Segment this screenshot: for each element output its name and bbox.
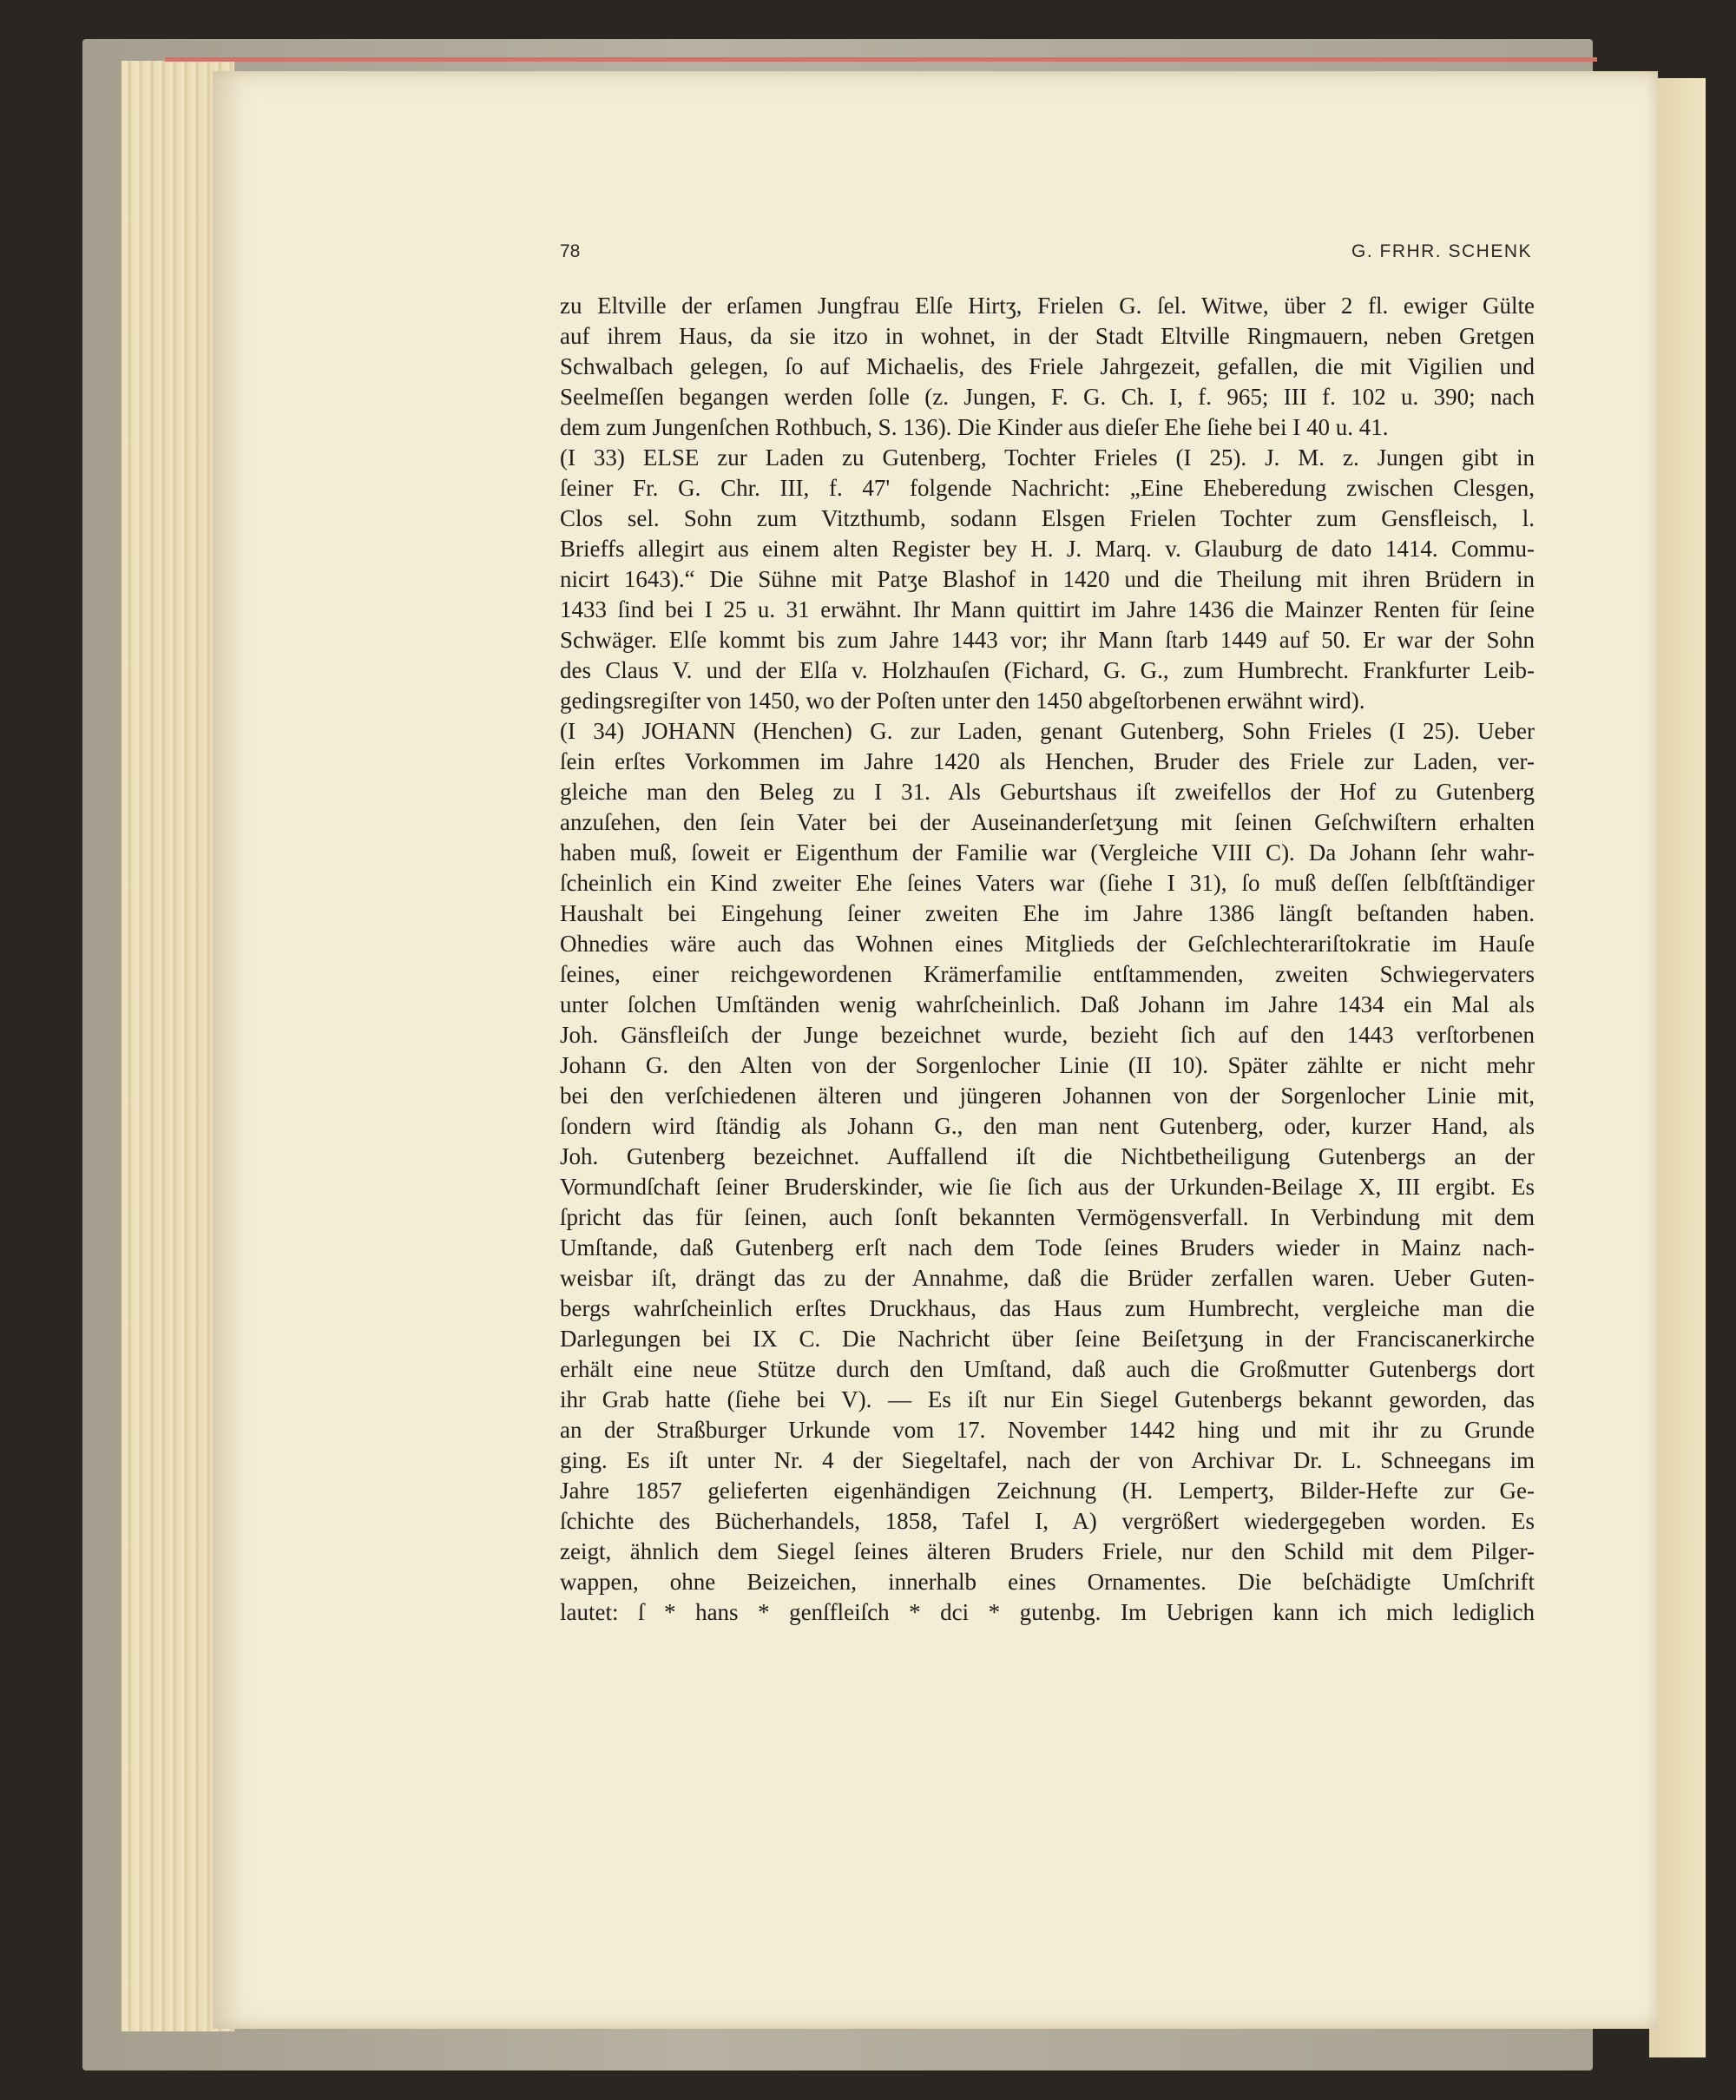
text-line: zeigt, ähnlich dem Siegel ſeines älteren Bruders Friele, nur den Schild mit dem Pilger- (560, 1538, 1535, 1564)
text-line: wappen, ohne Beizeichen, innerhalb eines Ornamentes. Die beſchädigte Umſchrift (560, 1569, 1535, 1595)
text-line: Darlegungen bei IX C. Die Nachricht über ſeine Beiſetʒung in der Franciscanerkirche (560, 1326, 1535, 1352)
text-line: ſein erſtes Vorkommen im Jahre 1420 als Henchen, Bruder des Friele zur Laden, ver- (560, 748, 1535, 774)
text-line: Clos sel. Sohn zum Vitzthumb, sodann Elsgen Frielen Tochter zum Gensfleisch, l. (560, 505, 1535, 531)
text-line: gedingsregiſter von 1450, wo der Poſten unter den 1450 abgeſtorbenen erwähnt wird). (560, 688, 1365, 714)
text-line: Schwalbach gelegen, ſo auf Michaelis, des Friele Jahrgezeit, gefallen, die mit Vigilien und (560, 353, 1535, 379)
text-line: ſeines, einer reichgewordenen Krämerfamilie entſtammenden, zweiten Schwiegervaters (560, 961, 1535, 987)
text-line: Joh. Gutenberg bezeichnet. Auffallend iſt die Nichtbetheiligung Gutenbergs an der (560, 1143, 1535, 1169)
text-line: Ohnedies wäre auch das Wohnen eines Mitglieds der Geſchlechterariſtokratie im Hauſe (560, 931, 1535, 957)
text-line: Vormundſchaft ſeiner Bruderskinder, wie ſie ſich aus der Urkunden-Beilage X, III ergibt. Es (560, 1174, 1535, 1200)
running-head (560, 241, 1532, 276)
text-line: Seelmeſſen begangen werden ſolle (z. Jungen, F. G. Ch. I, f. 965; III f. 102 u. 390; nach (560, 384, 1535, 410)
running-head-author: G. FRHR. SCHENK (1351, 241, 1532, 261)
text-line: ſondern wird ſtändig als Johann G., den man nent Gutenberg, oder, kurzer Hand, als (560, 1113, 1535, 1139)
text-line: gleiche man den Beleg zu I 31. Als Geburtshaus iſt zweifellos der Hof zu Gutenberg (560, 779, 1535, 805)
text-line: 1433 ſind bei I 25 u. 31 erwähnt. Ihr Mann quittirt im Jahre 1436 die Mainzer Renten für ſeine (560, 596, 1535, 622)
text-line: ihr Grab hatte (ſiehe bei V). — Es iſt nur Ein Siegel Gutenbergs bekannt geworden, das (560, 1386, 1535, 1412)
text-line: Jahre 1857 gelieferten eigenhändigen Zeichnung (H. Lempertʒ, Bilder-Hefte zur Ge- (560, 1478, 1535, 1504)
text-line: (I 34) JOHANN (Henchen) G. zur Laden, genant Gutenberg, Sohn Frieles (I 25). Ueber (560, 718, 1535, 744)
text-line: Joh. Gänsfleiſch der Junge bezeichnet wurde, bezieht ſich auf den 1443 verſtorbenen (560, 1022, 1535, 1048)
text-line: lautet: ſ * hans * genſfleiſch * dci * gutenbg. Im Uebrigen kann ich mich lediglich (560, 1599, 1535, 1625)
text-line: Johann G. den Alten von der Sorgenlocher Linie (II 10). Später zählte er nicht mehr (560, 1052, 1535, 1078)
text-line: haben muß, ſoweit er Eigenthum der Familie war (Vergleiche VIII C). Da Johann ſehr wahr- (560, 839, 1535, 866)
text-line: dem zum Jungenſchen Rothbuch, S. 136). Die Kinder aus dieſer Ehe ſiehe bei I 40 u. 41. (560, 414, 1389, 440)
text-line: weisbar iſt, drängt das zu der Annahme, daß die Brüder zerfallen waren. Ueber Guten- (560, 1265, 1535, 1291)
text-line: Umſtande, daß Gutenberg erſt nach dem Tode ſeines Bruders wieder in Mainz nach- (560, 1234, 1535, 1261)
text-line: nicirt 1643).“ Die Sühne mit Patʒe Blashof in 1420 und die Theilung mit ihren Brüdern in (560, 566, 1535, 592)
text-line: Haushalt bei Eingehung ſeiner zweiten Ehe im Jahre 1386 längſt beſtanden haben. (560, 900, 1535, 926)
text-line: bei den verſchiedenen älteren und jüngeren Johannen von der Sorgenlocher Linie mit, (560, 1083, 1535, 1109)
text-line: Schwäger. Elſe kommt bis zum Jahre 1443 vor; ihr Mann ſtarb 1449 auf 50. Er war der Sohn (560, 627, 1535, 653)
page-number: 78 (560, 241, 581, 261)
text-line: des Claus V. und der Elſa v. Holzhauſen (Fichard, G. G., zum Humbrecht. Frankfurter Leib- (560, 657, 1535, 683)
text-line: anzuſehen, den ſein Vater bei der Auseinanderſetʒung mit ſeinen Geſchwiſtern erhalten (560, 809, 1535, 835)
text-line: zu Eltville der erſamen Jungfrau Elſe Hirtʒ, Frielen G. ſel. Witwe, über 2 fl. ewiger Gülte (560, 293, 1535, 319)
text-line: an der Straßburger Urkunde vom 17. November 1442 hing und mit ihr zu Grunde (560, 1417, 1535, 1443)
text-line: erhält eine neue Stütze durch den Umſtand, daß auch die Großmutter Gutenbergs dort (560, 1356, 1535, 1382)
red-page-edge (165, 57, 1597, 62)
text-line: auf ihrem Haus, da sie itzo in wohnet, in der Stadt Eltville Ringmauern, neben Gretgen (560, 323, 1535, 349)
text-line: Brieffs allegirt aus einem alten Register bey H. J. Marq. v. Glauburg de dato 1414. Commu- (560, 536, 1535, 562)
body-text (560, 291, 1535, 1628)
text-line: ſpricht das für ſeinen, auch ſonſt bekannten Vermögensverfall. In Verbindung mit dem (560, 1204, 1535, 1230)
text-line: (I 33) ELSE zur Laden zu Gutenberg, Tochter Frieles (I 25). J. M. z. Jungen gibt in (560, 444, 1535, 471)
text-line: unter ſolchen Umſtänden wenig wahrſcheinlich. Daß Johann im Jahre 1434 ein Mal als (560, 991, 1535, 1017)
text-line: ſcheinlich ein Kind zweiter Ehe ſeines Vaters war (ſiehe I 31), ſo muß deſſen ſelbſtſtändiger (560, 870, 1535, 896)
text-line: ſeiner Fr. G. Chr. III, f. 47' folgende Nachricht: „Eine Eheberedung zwischen Clesgen, (560, 475, 1535, 501)
text-line: ſchichte des Bücherhandels, 1858, Tafel I, A) vergrößert wiedergegeben worden. Es (560, 1508, 1535, 1534)
text-line: bergs wahrſcheinlich erſtes Druckhaus, das Haus zum Humbrecht, vergleiche man die (560, 1295, 1535, 1321)
text-line: ging. Es iſt unter Nr. 4 der Siegeltafel, nach der von Archivar Dr. L. Schneegans im (560, 1447, 1535, 1473)
